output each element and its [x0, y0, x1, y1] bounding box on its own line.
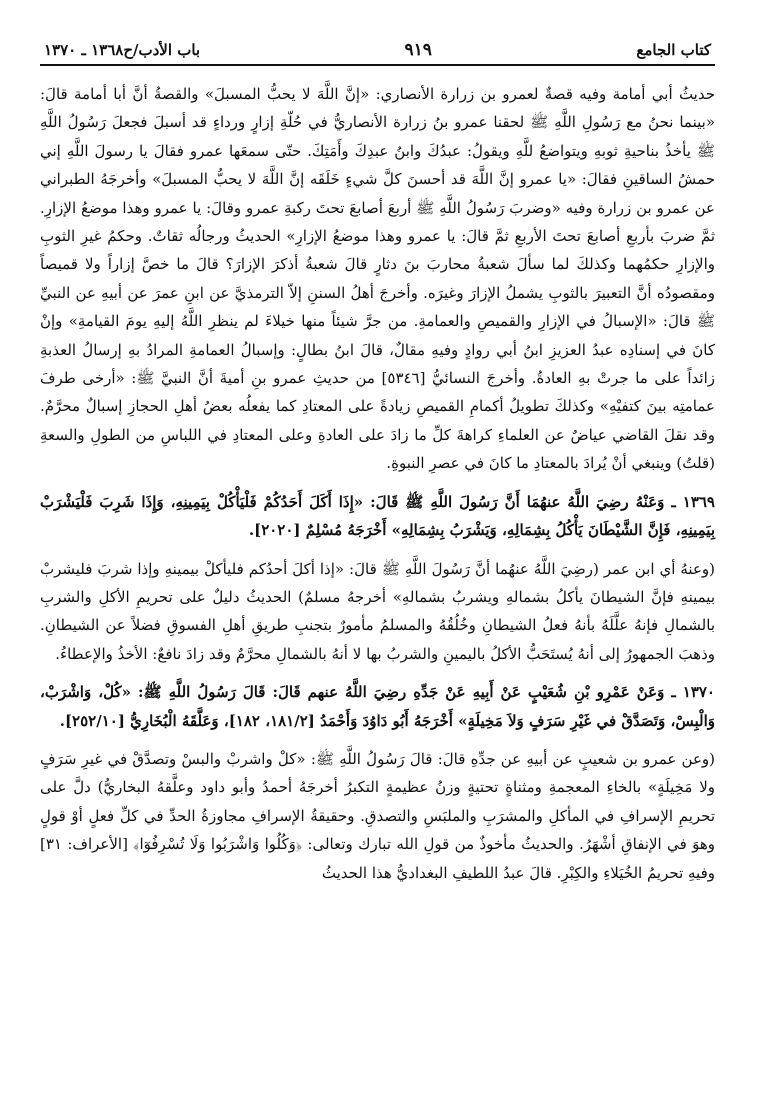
commentary-paragraph: (وعنهُ أي ابن عمر (رضِيَ اللَّهُ عنهُما أنَّ رَسُولَ اللَّهِ ﷺ قالَ: «إذا أكلَ أحدُكم فليأكلْ بيمينهِ وإذا شربَ فليشربْ بيمينهِ فإنَّ الشيطانَ يأكلُ بشمالهِ ويشربُ بشمالهِ» أخرجهُ مسلمٌ) الحديثُ دليلٌ على تحريمِ الأكلِ والشربِ بالشمالِ فإنهُ علَّلَهُ بأنهُ فعلُ الشيطانِ وخُلُقُهُ والمسلمُ مأمورٌ بتجنبِ طريقِ أهلِ الفسوقِ فضلاً عن الشيطانِ. وذهبَ الجمهورُ إلى أنهُ يُستَحَبُّ الأكلُ باليمينِ والشربُ بها لا أنهُ بالشمالِ محرَّمٌ وقد زادَ نافعٌ: الأخذُ والإعطاءُ.: [40, 559, 715, 663]
chapter-reference: باب الأدب/ح١٣٦٨ ـ ١٣٧٠: [44, 41, 201, 59]
page-number: ٩١٩: [404, 40, 432, 60]
book-title: كتاب الجامع: [636, 41, 711, 59]
page-body: [40, 80, 715, 887]
running-header: [40, 40, 715, 66]
hadith-text: ١٣٦٩ ـ وَعَنْهُ رضِيَ اللَّهُ عنهُمَا أَنَّ رَسُولَ اللَّهِ ﷺ قَالَ: «إِذَا أَكَلَ أَحَدُكُمْ فَلْيَأْكُلْ بِيَمِينِهِ، وَإِذَا شَرِبَ فَلْيَشْرَبْ بِيَمِينِهِ، فَإِنَّ الشَّيْطَانَ يَأْكُلُ بِشِمَالِهِ، وَيَشْرَبُ بِشِمَالِهِ» أَخْرَجَهُ مُسْلِمٌ [٢٠٢٠].: [40, 492, 715, 540]
commentary-paragraph: حديثُ أبي أمامة وفيه قصةٌ لعمرو بن زرارة الأنصاري: «إنَّ اللَّهَ لا يحبُّ المسبلَ» والقصةُ أنَّ أبا أمامة قالَ: «بينما نحنُ مع رَسُولِ اللَّهِ ﷺ لحقنا عمرو بنُ زرارة الأنصاريُّ في حُلّةِ إزارٍ ورداءٍ قد أسبلَ فجعلَ رَسُولُ اللَّهِ ﷺ يأخذُ بناحيةِ ثوبهِ ويتواضعُ للَّهِ ويقولُ: عبدُكَ وابنُ عبدِكَ وأَمَتِكَ. حتّى سمعَها عمرو فقالَ يا رسولَ اللَّهِ إني حمشُ الساقينِ فقالَ: «يا عمرو إنَّ اللَّهَ قد أحسنَ كلَّ شيءٍ خَلَقَه إنَّ اللَّهَ لا يحبُّ المسبلَ» وأخرجَهُ الطبراني عن عمرو بن زرارة وفيه «وضربَ رَسُولُ اللَّهِ ﷺ أربعَ أصابعَ تحتَ ركبةِ عمرو وقالَ: يا عمرو وهذا موضعُ الإزارِ. ثمَّ ضربَ بأربعِ أصابعَ تحتَ الأربعِ ثمَّ قالَ: يا عمرو وهذا موضعُ الإزارِ» الحديثُ ورجالُه ثقاتٌ. وحكمُ غيرِ الثوبِ والإزارِ حكمُهما وكذلكَ لما سألَ شعبةُ محاربَ بنَ دثارٍ قالَ شعبةُ أذكرَ الإزارَ؟ قالَ ما خصَّ إزاراً ولا قميصاً ومقصودُه أنَّ التعبيرَ بالثوبِ يشملُ الإزارَ وغيرَه. وأخرجَ أهلُ السننِ إلاّ الترمذيَّ عن ابنِ عمرَ عن أبيهِ عن النبيِّ ﷺ قالَ: «الإسبالُ في الإزارِ والقميصِ والعمامةِ. من جرَّ شيئاً منها خيلاءَ لم ينظرِ اللَّهُ إليهِ يومَ القيامةِ» وإنْ كانَ في إسنادِه عبدُ العزيزِ ابنُ أبي روادٍ وفيهِ مقالٌ، قالَ ابنُ بطالٍ: وإسبالُ العمامةِ المرادُ بهِ إرسالُ العذبةِ زائداً على ما جرتْ بهِ العادةُ. وأخرجَ النسائيُّ [٥٣٤٦] من حديثِ عمرو بنِ أميةَ أنَّ النبيَّ ﷺ: «أرخى طرفَ عمامتِه بينَ كتفيْهِ» وكذلكَ تطويلُ أكمامِ القميصِ زيادةً على المعتادِ كما يفعلُه بعضُ أهلِ الحجازِ إسبالٌ محرَّمٌ. وقد نقلَ القاضي عياضٌ عن العلماءِ كراهةَ كلِّ ما زادَ على العادةِ وعلى المعتادِ في اللباسِ من الطولِ والسعةِ (قلتُ) وينبغي أنْ يُرادَ بالمعتادِ ما كانَ في عصرِ النبوةِ.: [40, 85, 715, 473]
hadith-text: ١٣٧٠ ـ وَعَنْ عَمْرِو بْنِ شُعَيْبٍ عَنْ أَبِيهِ عَنْ جَدِّهِ رضِيَ اللَّهُ عنهم قَالَ: قَالَ رَسُولُ اللَّهِ ﷺ: «كُلْ، وَاشْرَبْ، وَالْبِسْ، وَتَصَدَّقْ في غَيْرِ سَرَفٍ وَلاَ مَخِيلَةٍ» أَخْرَجَهُ أَبُو دَاوُدَ وَأَحْمَدُ [١٨١/٢، ١٨٢]، وَعَلَّقَهُ الْبُخَارِيُّ [٢٥٢/١٠].: [40, 683, 715, 730]
commentary-paragraph: (وعن عمرو بن شعيبٍ عن أبيهِ عن جدِّهِ قالَ: قالَ رَسُولُ اللَّهِ ﷺ: «كلْ واشربْ والبسْ وتصدَّقْ في غيرِ سَرَفٍ ولا مَخِيلَةٍ» بالخاءِ المعجمةِ ومثناةٍ تحتيةٍ وزنُ عظيمةٍ التكبرُ أخرجَهُ أحمدُ وأبو داود وعلَّقهُ البخاريُّ) دلَّ على تحريمِ الإسرافِ في المأكلِ والمشرَبِ والملبَسِ والتصدقِ. وحقيقةُ الإسرافِ مجاوزةُ الحدِّ في كلِّ فعلٍ أوْ قولٍ وهوَ في الإنفاقِ أشْهَرُ. والحديثُ مأخوذٌ من قولِ الله تبارك وتعالى: ﴿وَكُلُوا وَاشْرَبُوا وَلَا تُسْرِفُوٓا﴾ [الأعراف: ٣١] وفيهِ تحريمُ الخُيَلاءِ والكِبْرِ. قالَ عبدُ اللطيفِ البغداديُّ هذا الحديثُ: [40, 749, 715, 882]
